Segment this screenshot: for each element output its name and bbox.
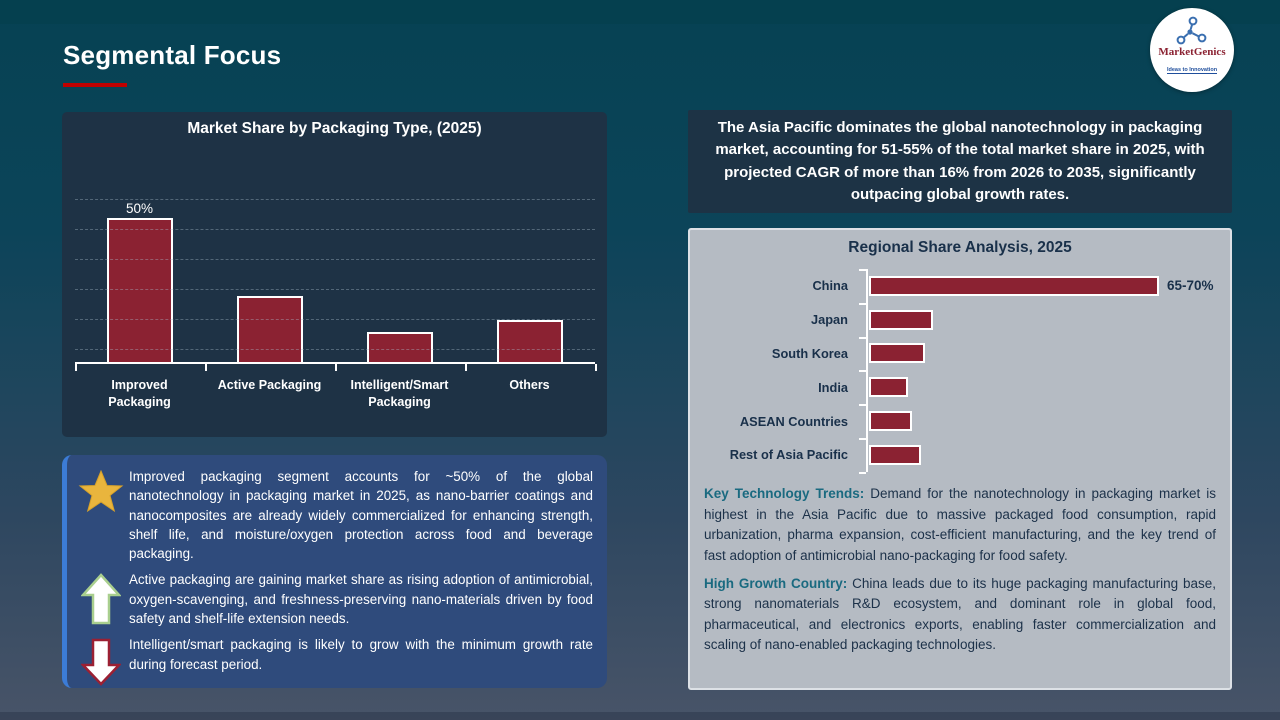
- gridline: [75, 229, 595, 230]
- bar-value-label: 65-70%: [1167, 278, 1214, 294]
- gridline: [75, 289, 595, 290]
- note-text: Demand for the nanotechnology in packaging market is highest in the Asia Pacific due to massive packaged food consumption, rapid urbanization, pharma expansion, cost-efficient manufacturing, and the key trend of fast adoption of antimicrobial nano-packaging for food safety.: [704, 486, 1216, 563]
- region-label-south-korea: South Korea: [771, 345, 848, 361]
- region-label-rest-of-asia-pacific: Rest of Asia Pacific: [729, 447, 848, 463]
- axis-tick: [859, 472, 866, 474]
- regional-row-china: [704, 269, 1216, 303]
- note-text: China leads due to its huge packaging manufacturing base, strong nanomaterials R&D ecosystem, and dominant role in global food, pharmaceutical, and electronics exports, enabling faster commercialization and scaling of nano-enabled packaging technologies.: [704, 575, 1216, 653]
- bar-asean-countries: [869, 411, 912, 431]
- gridline: [75, 259, 595, 260]
- packaging-plot-area: [75, 201, 595, 364]
- axis-tick: [859, 269, 866, 271]
- axis-tick: [75, 364, 77, 371]
- bar-south-korea: [869, 343, 925, 363]
- axis-tick: [859, 337, 866, 339]
- insight-text: Intelligent/smart packaging is likely to grow with the minimum growth rate during forecast period.: [129, 637, 593, 672]
- insight-text: Improved packaging segment accounts for ~50% of the global nanotechnology in packaging market in 2025, as nano-barrier coatings and nanocomposites are already widely commercialized for enhancing strength, shelf life, and moisture/oxygen protection across food and beverage packaging.: [129, 469, 593, 562]
- region-label-india: India: [818, 379, 848, 395]
- bar-value-label: 50%: [125, 201, 154, 216]
- headline-text: The Asia Pacific dominates the global nanotechnology in packaging market, accounting for 51-55% of the total market share in 2025, with projected CAGR of more than 16% from 2026 to 2035, significantly outpacing global growth rates.: [715, 119, 1205, 203]
- region-label-china: China: [812, 278, 848, 294]
- regional-note: [704, 574, 1216, 657]
- gridline: [75, 319, 595, 320]
- note-label: High Growth Country:: [704, 575, 848, 591]
- regional-panel: [688, 228, 1232, 690]
- bar-intelligent-smart-packaging: [367, 332, 433, 362]
- category-label-improved-packaging: Improved Packaging: [108, 378, 171, 409]
- bar-china: [869, 276, 1159, 296]
- top-banner: [0, 0, 1280, 24]
- bar-column-improved-packaging: [75, 201, 205, 362]
- regional-row-india: [704, 370, 1216, 404]
- regional-row-asean-countries: [704, 404, 1216, 438]
- axis-tick: [859, 303, 866, 305]
- regional-row-rest-of-asia-pacific: [704, 438, 1216, 472]
- star-icon: [73, 467, 129, 563]
- regional-row-japan: [704, 303, 1216, 337]
- title-area: [63, 40, 281, 87]
- axis-tick: [859, 438, 866, 440]
- regional-chart-area: [704, 269, 1216, 472]
- regional-chart-title: Regional Share Analysis, 2025: [848, 239, 1072, 256]
- regional-notes: [704, 484, 1216, 656]
- axis-tick: [595, 364, 597, 371]
- page-title: Segmental Focus: [63, 40, 282, 70]
- packaging-chart-panel: [62, 112, 607, 437]
- axis-tick: [205, 364, 207, 371]
- axis-tick: [859, 370, 866, 372]
- bar-column-intelligent-smart-packaging: [335, 201, 465, 362]
- bar-active-packaging: [237, 296, 303, 362]
- headline-box: [688, 110, 1232, 213]
- axis-tick: [859, 404, 866, 406]
- packaging-chart-title: Market Share by Packaging Type, (2025): [187, 120, 482, 137]
- packaging-category-labels: [75, 377, 595, 411]
- regional-row-south-korea: [704, 337, 1216, 371]
- bar-others: [497, 320, 563, 362]
- category-label-others: Others: [509, 378, 550, 392]
- region-label-asean-countries: ASEAN Countries: [739, 413, 848, 429]
- insight-item: [73, 570, 593, 628]
- title-underline: [63, 83, 127, 87]
- insight-item: [73, 467, 593, 563]
- category-label-active-packaging: Active Packaging: [217, 378, 322, 392]
- insight-box: [62, 455, 607, 688]
- category-label-intelligent-smart-packaging: Intelligent/Smart Packaging: [350, 378, 449, 409]
- regional-note: [704, 484, 1216, 567]
- insight-item: [73, 635, 593, 686]
- bar-japan: [869, 310, 933, 330]
- bar-column-others: [465, 201, 595, 362]
- axis-tick: [465, 364, 467, 371]
- gridline: [75, 199, 595, 200]
- bottom-banner: [0, 712, 1280, 720]
- axis-tick: [335, 364, 337, 371]
- logo-brand-text: MarketGenics: [1158, 46, 1226, 58]
- molecule-icon: [1175, 16, 1209, 46]
- down-arrow-icon: [73, 635, 129, 686]
- y-axis-line: [866, 269, 868, 472]
- bar-india: [869, 377, 908, 397]
- logo-tagline: Ideas to Innovation: [1166, 67, 1218, 74]
- gridline: [75, 349, 595, 350]
- insight-text: Active packaging are gaining market share as rising adoption of antimicrobial, oxygen-scavenging, and freshness-preserving nano-materials driven by food safety and shelf-life extension needs.: [129, 572, 593, 627]
- bar-improved-packaging: [107, 218, 173, 362]
- up-arrow-icon: [73, 570, 129, 628]
- note-label: Key Technology Trends:: [704, 486, 865, 501]
- x-axis-ticks: [75, 364, 595, 371]
- marketgenics-logo: [1150, 8, 1234, 92]
- bar-rest-of-asia-pacific: [869, 445, 921, 465]
- region-label-japan: Japan: [811, 312, 848, 328]
- bar-column-active-packaging: [205, 201, 335, 362]
